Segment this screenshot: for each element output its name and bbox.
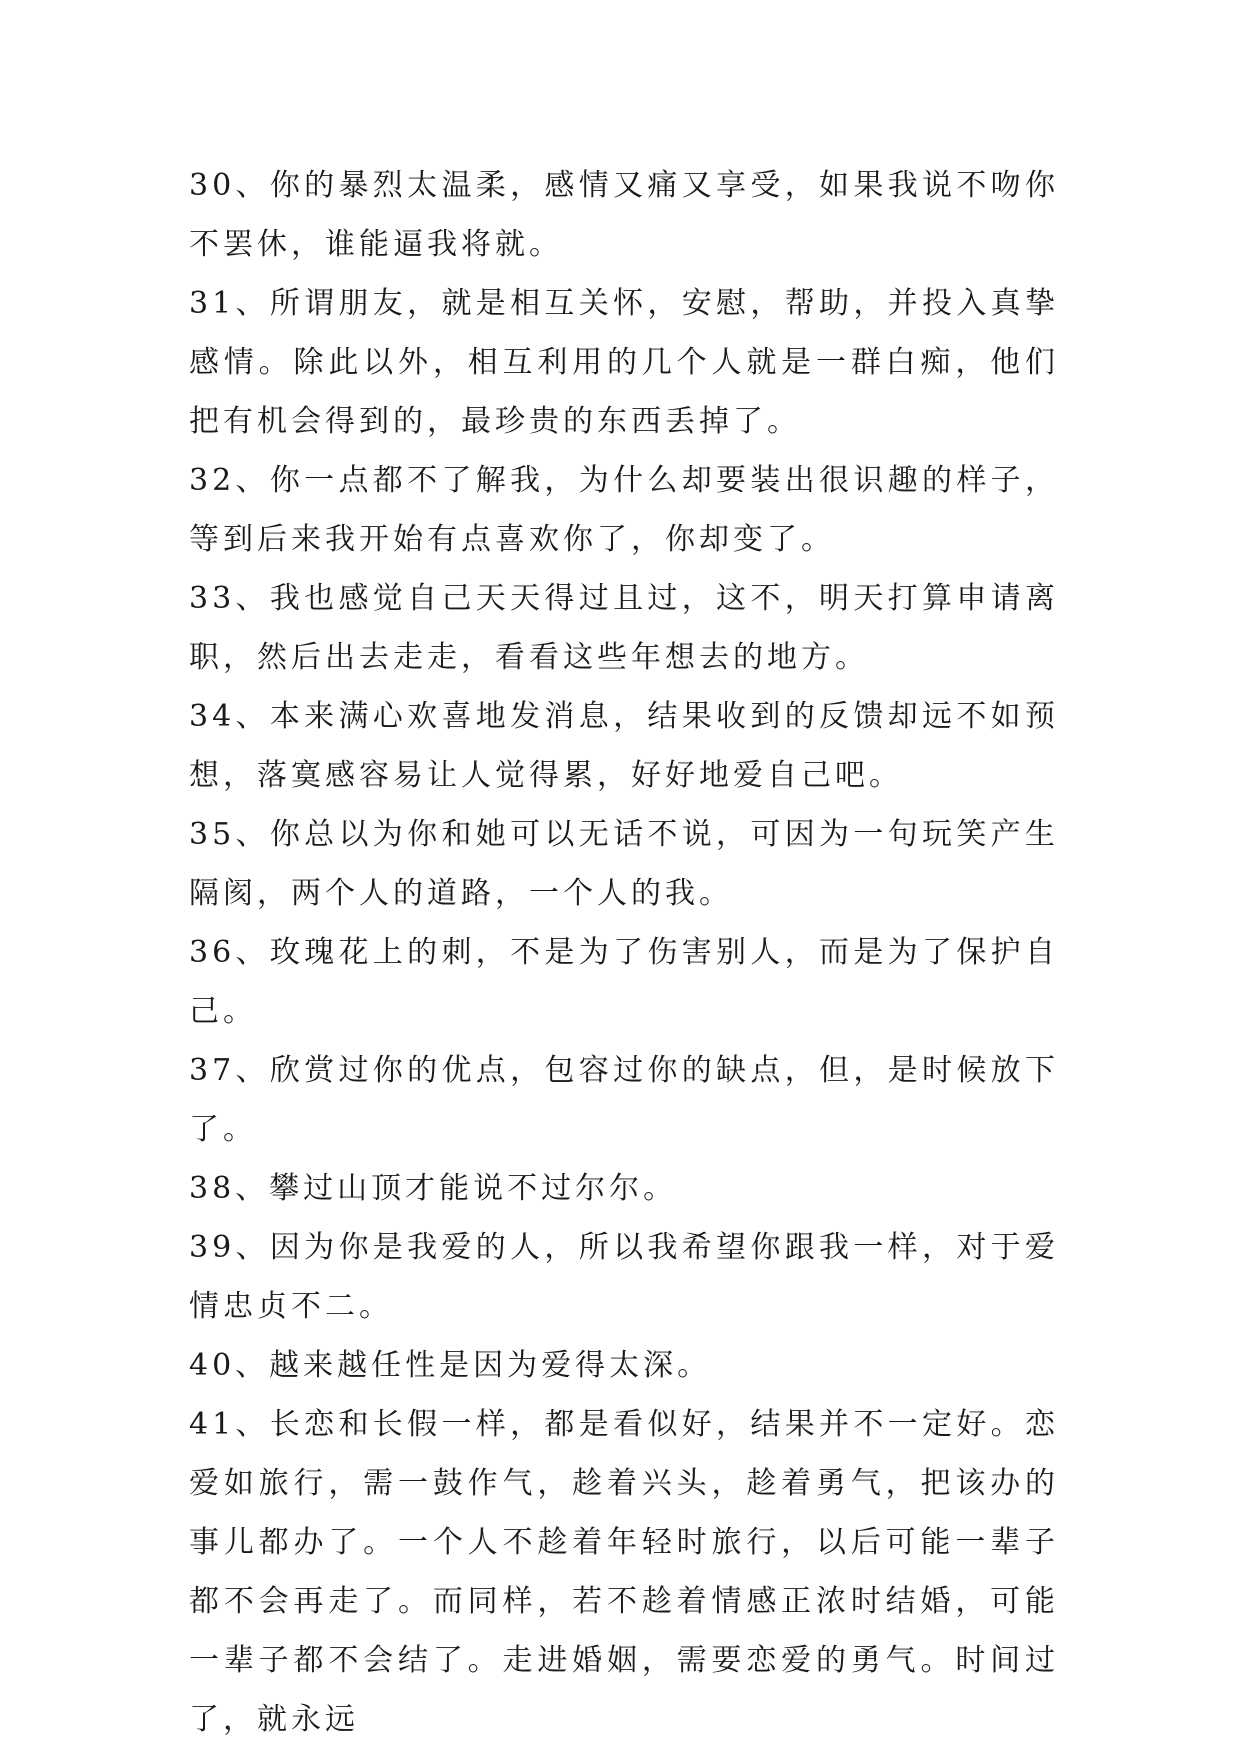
paragraph-40: 40、越来越任性是因为爱得太深。 (189, 1348, 712, 1383)
paragraph-41: 41、长恋和长假一样，都是看似好，结果并不一定好。恋爱如旅行，需一鼓作气，趁着兴头，趁着勇气，把该办的事儿都办了。一个人不趁着年轻时旅行，以后可能一辈子都不会再走了。而同样，若不趁着情感正浓时结婚，可能一辈子都不会结了。走进婚姻，需要恋爱的勇气。时间过了，就永远 (189, 1407, 1059, 1737)
document-body (189, 156, 1059, 1749)
paragraph-31: 31、所谓朋友，就是相互关怀，安慰，帮助，并投入真挚感情。除此以外，相互利用的几个人就是一群白痴，他们把有机会得到的，最珍贵的东西丢掉了。 (189, 286, 1059, 439)
paragraph-36: 36、玫瑰花上的刺，不是为了伤害别人，而是为了保护自己。 (189, 935, 1059, 1029)
paragraph-30: 30、你的暴烈太温柔，感情又痛又享受，如果我说不吻你不罢休，谁能逼我将就。 (189, 168, 1059, 262)
paragraph-35: 35、你总以为你和她可以无话不说，可因为一句玩笑产生隔阂，两个人的道路，一个人的我。 (189, 817, 1059, 911)
paragraph-39: 39、因为你是我爱的人，所以我希望你跟我一样，对于爱情忠贞不二。 (189, 1230, 1059, 1324)
paragraph-32: 32、你一点都不了解我，为什么却要装出很识趣的样子，等到后来我开始有点喜欢你了，你却变了。 (189, 463, 1059, 557)
paragraph-37: 37、欣赏过你的优点，包容过你的缺点，但，是时候放下了。 (189, 1053, 1059, 1147)
paragraph-33: 33、我也感觉自己天天得过且过，这不，明天打算申请离职，然后出去走走，看看这些年想去的地方。 (189, 581, 1059, 675)
paragraph-34: 34、本来满心欢喜地发消息，结果收到的反馈却远不如预想，落寞感容易让人觉得累，好好地爱自己吧。 (189, 699, 1059, 793)
paragraph-38: 38、攀过山顶才能说不过尔尔。 (189, 1171, 678, 1206)
